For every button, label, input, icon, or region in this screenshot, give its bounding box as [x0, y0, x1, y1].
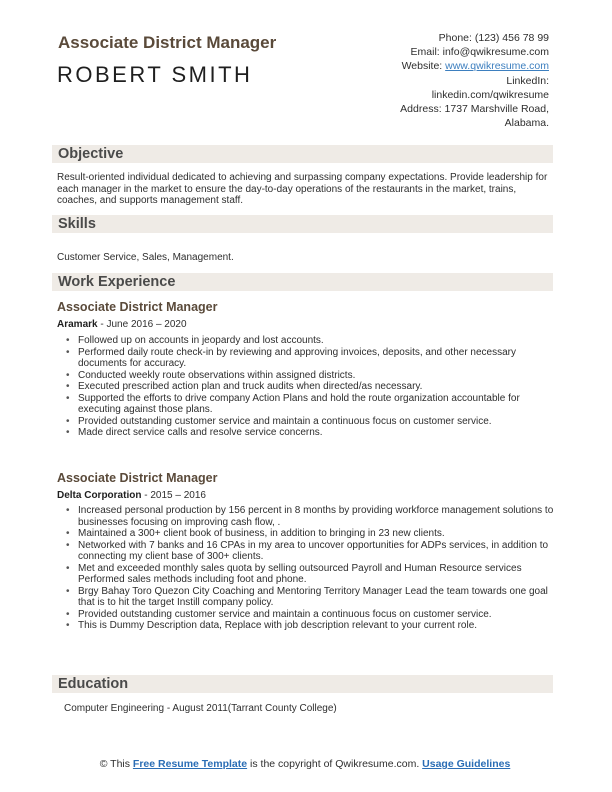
- footer: [80, 758, 530, 771]
- job-1-bullets: [62, 335, 556, 439]
- contact-email: Email: info@qwikresume.com: [410, 46, 549, 59]
- job-1-company-line: [57, 319, 187, 330]
- contact-phone: Phone: (123) 456 78 99: [438, 32, 549, 44]
- objective-title: Objective: [58, 146, 124, 162]
- list-item: • Performed daily route check-in by reviewing and approving invoices, deposits, and other necessary documents for accuracy.: [62, 347, 556, 370]
- contact-block: [400, 31, 549, 130]
- job-2-company-line: [57, 490, 206, 501]
- list-item: • Provided outstanding customer service and maintain a continuous focus on customer service.: [62, 609, 556, 621]
- skills-text: Customer Service, Sales, Management.: [57, 252, 234, 263]
- contact-linkedin-url[interactable]: linkedin.com/qwikresume: [431, 88, 549, 101]
- objective-section-header: [52, 145, 553, 163]
- education-section-header: [52, 675, 553, 693]
- list-item: • Maintained a 300+ client book of business, in addition to bringing in 23 new clients.: [62, 528, 556, 540]
- contact-address-line1: Address: 1737 Marshville Road,: [400, 103, 549, 116]
- contact-address-line2: Alabama.: [504, 117, 549, 130]
- list-item: • Executed prescribed action plan and truck audits when directed/as necessary.: [62, 381, 556, 393]
- education-title: Education: [58, 676, 129, 692]
- list-item: • Networked with 7 banks and 16 CPAs in my area to uncover opportunities for ADPs services, in addition to connecting my client base of 300+ clients.: [62, 540, 556, 563]
- job-2-company: Delta Corporation: [57, 490, 142, 501]
- list-item: • Provided outstanding customer service and maintain a continuous focus on customer service.: [62, 416, 556, 428]
- list-item: • Conducted weekly route observations within assigned districts.: [62, 370, 556, 382]
- website-label: Website:: [401, 60, 446, 73]
- work-title: Work Experience: [58, 274, 176, 290]
- education-text: Computer Engineering - August 2011(Tarrant County College): [64, 703, 337, 714]
- job-2-title: Associate District Manager: [57, 471, 218, 485]
- list-item: • Followed up on accounts in jeopardy and lost accounts.: [62, 335, 556, 347]
- skills-section-header: [52, 215, 553, 233]
- objective-text: Result-oriented individual dedicated to achieving and surpassing company expectations. Provide leadership for each manager in the market to ensure the day-to-day operations of the restaurants in the market, trains, coaches, and supports management staff.: [57, 172, 548, 207]
- list-item: • This is Dummy Description data, Replace with job description relevant to your current role.: [62, 620, 556, 632]
- list-item: • Increased personal production by 156 percent in 8 months by providing workforce management solutions to businesses focusing on improving cash flow, .: [62, 505, 556, 528]
- job-2-bullets: [62, 505, 556, 632]
- header-job-title: Associate District Manager: [58, 33, 277, 52]
- usage-guidelines-link[interactable]: Usage Guidelines: [422, 758, 511, 770]
- list-item: • Brgy Bahay Toro Quezon City Coaching and Mentoring Territory Manager Lead the team towards one goal that is to hit the target Instill company policy.: [62, 586, 556, 609]
- skills-title: Skills: [58, 216, 96, 232]
- job-1-title: Associate District Manager: [57, 300, 218, 314]
- candidate-name: ROBERT SMITH: [57, 62, 253, 87]
- work-section-header: [52, 273, 553, 291]
- footer-middle: is the copyright of Qwikresume.com.: [247, 758, 423, 770]
- job-1-dates: - June 2016 – 2020: [97, 319, 187, 330]
- contact-linkedin-label: LinkedIn:: [506, 74, 549, 87]
- job-2-dates: - 2015 – 2016: [141, 490, 206, 501]
- list-item: • Made direct service calls and resolve service concerns.: [62, 427, 556, 439]
- footer-prefix: © This: [99, 758, 133, 770]
- free-resume-template-link[interactable]: Free Resume Template: [132, 758, 248, 770]
- job-1-company: Aramark: [57, 319, 98, 330]
- contact-website: [400, 59, 549, 73]
- list-item: • Supported the efforts to drive company Action Plans and hold the route organization accountable for executing against those plans.: [62, 393, 556, 416]
- website-link[interactable]: www.qwikresume.com: [445, 60, 549, 73]
- list-item: • Met and exceeded monthly sales quota by selling outsourced Payroll and Human Resource services Performed sales methods including foot and phone.: [62, 563, 556, 586]
